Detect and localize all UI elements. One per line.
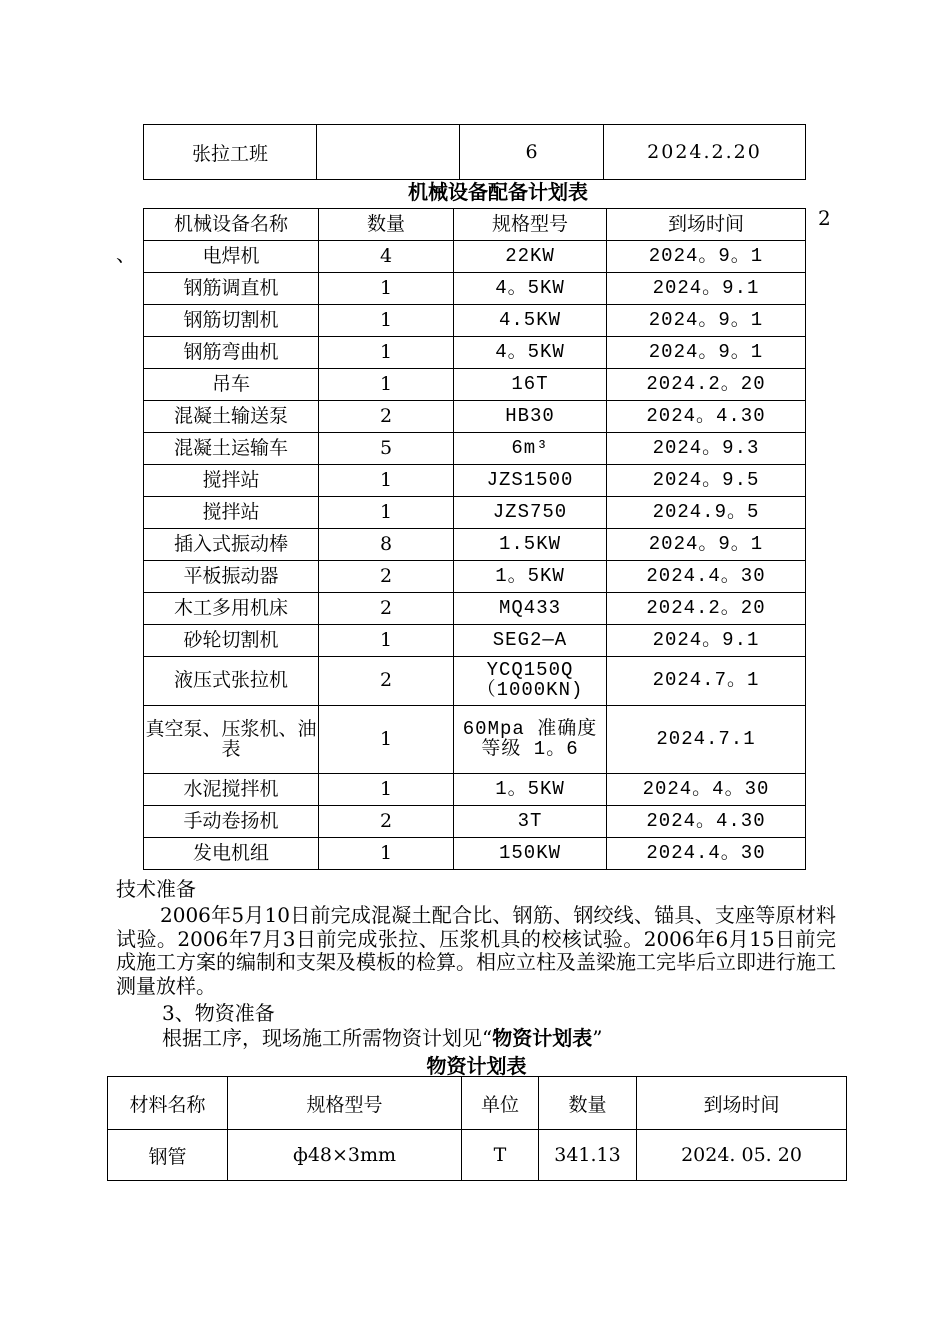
table-cell: 电焊机: [144, 241, 319, 273]
table-cell: 钢筋弯曲机: [144, 337, 319, 369]
material-paragraph: [162, 1027, 882, 1051]
table-cell: 2024. 05. 20: [637, 1130, 847, 1181]
table-row: [144, 657, 806, 706]
table-header-row: [108, 1077, 847, 1130]
table-cell: 发电机组: [144, 838, 319, 870]
table-cell: 4.5KW: [454, 305, 607, 337]
tech-heading: 技术准备: [116, 877, 196, 901]
table-cell: 搅拌站: [144, 497, 319, 529]
table-cell: T: [462, 1130, 539, 1181]
table-cell: 1.5KW: [454, 529, 607, 561]
table-cell: ф48×3mm: [228, 1130, 462, 1181]
table-cell: 1: [319, 706, 454, 774]
table-cell: 钢管: [108, 1130, 228, 1181]
table-row: [144, 305, 806, 337]
table-row: [144, 337, 806, 369]
table-row: [144, 465, 806, 497]
table-cell: 2024。9.5: [607, 465, 806, 497]
table-row: [144, 706, 806, 774]
table-cell: 22KW: [454, 241, 607, 273]
equipment-table: [143, 208, 806, 870]
table-cell: 1: [319, 305, 454, 337]
material-heading: 3、物资准备: [162, 1001, 275, 1025]
table-row: [144, 838, 806, 870]
table-cell: 单位: [462, 1077, 539, 1130]
equipment-table-title: 机械设备配备计划表: [408, 180, 588, 204]
table-row: [144, 401, 806, 433]
table-cell: 60Mpa 准确度等级 1。6: [454, 706, 607, 774]
table-cell: 混凝土输送泵: [144, 401, 319, 433]
table-cell: 规格型号: [228, 1077, 462, 1130]
table-cell: 平板振动器: [144, 561, 319, 593]
material-para-prefix: 根据工序，现场施工所需物资计划见“: [162, 1026, 493, 1050]
table-cell: 2024。4。30: [607, 774, 806, 806]
table-cell: 机械设备名称: [144, 209, 319, 241]
material-table: [107, 1076, 847, 1181]
table-row: [108, 1130, 847, 1181]
side-number: 2: [818, 206, 831, 230]
table-cell: 341.13: [539, 1130, 637, 1181]
table-cell: 混凝土运输车: [144, 433, 319, 465]
table-row: [144, 241, 806, 273]
table-row: [144, 593, 806, 625]
table-cell: 2024。9.3: [607, 433, 806, 465]
table-cell: 1。5KW: [454, 561, 607, 593]
table-cell: 吊车: [144, 369, 319, 401]
table-cell: 2024.2。20: [607, 369, 806, 401]
table-cell: 规格型号: [454, 209, 607, 241]
table-cell: 1。5KW: [454, 774, 607, 806]
table-cell: 8: [319, 529, 454, 561]
table-row: [144, 497, 806, 529]
table-cell: 手动卷扬机: [144, 806, 319, 838]
table-cell: 2024。4.30: [607, 401, 806, 433]
table-cell: 2024。9。1: [607, 529, 806, 561]
table-cell: 插入式振动棒: [144, 529, 319, 561]
side-mark: 、: [116, 242, 136, 266]
table-cell: 1: [319, 465, 454, 497]
table-cell: 液压式张拉机: [144, 657, 319, 706]
table-cell: 2024。4.30: [607, 806, 806, 838]
table-cell: 2: [319, 806, 454, 838]
table-cell: SEG2—A: [454, 625, 607, 657]
table-cell: 2: [319, 561, 454, 593]
table-header-row: [144, 209, 806, 241]
table-cell: 2: [319, 401, 454, 433]
table-cell: 16T: [454, 369, 607, 401]
table-cell: 1: [319, 774, 454, 806]
table-cell: 钢筋调直机: [144, 273, 319, 305]
table-row: [144, 529, 806, 561]
table-cell: 真空泵、压浆机、油表: [144, 706, 319, 774]
table-cell: 1: [319, 273, 454, 305]
table-cell: MQ433: [454, 593, 607, 625]
table-cell: 1: [319, 497, 454, 529]
material-para-suffix: ”: [592, 1026, 603, 1050]
table-cell: 2024.2。20: [607, 593, 806, 625]
table-cell: YCQ150Q（1000KN): [454, 657, 607, 706]
table-cell: 150KW: [454, 838, 607, 870]
material-para-bold: 物资计划表: [492, 1026, 593, 1050]
table-row: [144, 806, 806, 838]
table-cell: 2024。9.1: [607, 625, 806, 657]
table-cell: 1: [319, 625, 454, 657]
table-cell: 砂轮切割机: [144, 625, 319, 657]
material-table-title: 物资计划表: [426, 1054, 527, 1078]
table-cell: 张拉工班: [144, 125, 317, 180]
table-cell: 水泥搅拌机: [144, 774, 319, 806]
table-cell: 2024.4。30: [607, 838, 806, 870]
table-cell: 2: [319, 657, 454, 706]
table-cell: 到场时间: [607, 209, 806, 241]
table-cell: 6: [460, 125, 604, 180]
table-row: [144, 125, 806, 180]
table-cell: 数量: [539, 1077, 637, 1130]
table-cell: 到场时间: [637, 1077, 847, 1130]
table-cell: 2024.9。5: [607, 497, 806, 529]
table-cell: 3T: [454, 806, 607, 838]
table-cell: JZS750: [454, 497, 607, 529]
table-cell: 材料名称: [108, 1077, 228, 1130]
table-row: [144, 273, 806, 305]
previous-table-tail: [143, 124, 806, 180]
table-cell: 2024。9。1: [607, 337, 806, 369]
table-cell: 2024.7.1: [607, 706, 806, 774]
table-row: [144, 433, 806, 465]
table-cell: 2024.7。1: [607, 657, 806, 706]
table-cell: 2024。9。1: [607, 305, 806, 337]
table-row: [144, 561, 806, 593]
table-cell: 2024。9.1: [607, 273, 806, 305]
table-row: [144, 625, 806, 657]
table-cell: 4。5KW: [454, 337, 607, 369]
table-cell: 1: [319, 337, 454, 369]
table-cell: 5: [319, 433, 454, 465]
table-cell: 木工多用机床: [144, 593, 319, 625]
table-row: [144, 774, 806, 806]
table-cell: 1: [319, 369, 454, 401]
table-cell: HB30: [454, 401, 607, 433]
table-cell: 4: [319, 241, 454, 273]
table-cell: 1: [319, 838, 454, 870]
table-cell: JZS1500: [454, 465, 607, 497]
table-cell: 4。5KW: [454, 273, 607, 305]
table-cell: 2024.2.20: [604, 125, 806, 180]
table-cell: [317, 125, 460, 180]
table-row: [144, 369, 806, 401]
table-cell: 钢筋切割机: [144, 305, 319, 337]
table-cell: 2024.4。30: [607, 561, 806, 593]
table-cell: 6m³: [454, 433, 607, 465]
table-cell: 搅拌站: [144, 465, 319, 497]
table-cell: 2: [319, 593, 454, 625]
tech-paragraph: 2006年5月10日前完成混凝土配合比、钢筋、钢绞线、锚具、支座等原材料试验。2006年7月3日前完成张拉、压浆机具的校核试验。2006年6月15日前完成施工方案的编制和支架及模板的检算。相应立柱及盖梁施工完毕后立即进行施工测量放样。: [116, 903, 836, 998]
table-cell: 数量: [319, 209, 454, 241]
table-cell: 2024。9。1: [607, 241, 806, 273]
